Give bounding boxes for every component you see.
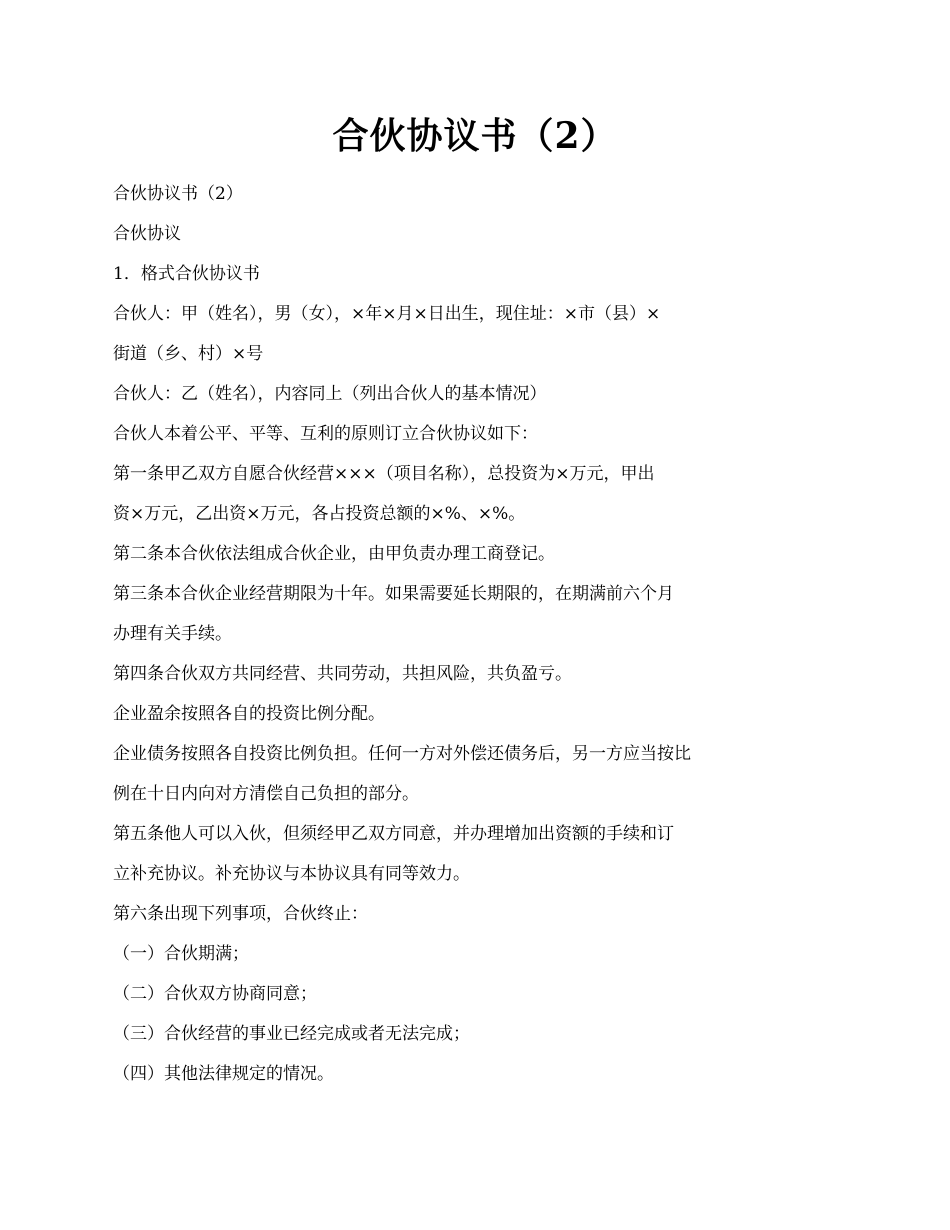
body-line: （三）合伙经营的事业已经完成或者无法完成； — [113, 1024, 470, 1044]
body-line: 合伙人：甲（姓名），男（女），×年×月×日出生，现住址：×市（县）× — [113, 304, 661, 324]
body-line: 街道（乡、村）×号 — [113, 344, 264, 364]
body-line: 第二条本合伙依法组成合伙企业，由甲负责办理工商登记。 — [113, 544, 555, 564]
body-line: 立补充协议。补充协议与本协议具有同等效力。 — [113, 864, 470, 884]
body-line: （四）其他法律规定的情况。 — [113, 1064, 334, 1084]
body-line: 合伙协议 — [113, 224, 181, 244]
body-line: 办理有关手续。 — [113, 624, 232, 644]
body-line: 第一条甲乙双方自愿合伙经营×××（项目名称），总投资为×万元，甲出 — [113, 464, 655, 484]
body-line: 合伙人本着公平、平等、互利的原则订立合伙协议如下： — [113, 424, 538, 444]
body-line: 第六条出现下列事项，合伙终止： — [113, 904, 368, 924]
body-line: 企业债务按照各自投资比例负担。任何一方对外偿还债务后，另一方应当按比 — [113, 744, 691, 764]
document-title: 合伙协议书（2） — [332, 115, 618, 157]
body-line: 合伙协议书（2） — [113, 184, 243, 204]
document-body — [113, 178, 813, 1098]
body-line: 合伙人：乙（姓名），内容同上（列出合伙人的基本情况） — [113, 384, 547, 404]
body-line: 资×万元，乙出资×万元，各占投资总额的×%、×%。 — [113, 504, 526, 524]
body-line: 1．格式合伙协议书 — [113, 264, 260, 284]
body-line: 例在十日内向对方清偿自己负担的部分。 — [113, 784, 419, 804]
body-line: 第三条本合伙企业经营期限为十年。如果需要延长期限的，在期满前六个月 — [113, 584, 674, 604]
body-line: （一）合伙期满； — [113, 944, 249, 964]
body-line: 企业盈余按照各自的投资比例分配。 — [113, 704, 385, 724]
body-line: 第四条合伙双方共同经营、共同劳动，共担风险，共负盈亏。 — [113, 664, 572, 684]
body-line: 第五条他人可以入伙，但须经甲乙双方同意，并办理增加出资额的手续和订 — [113, 824, 674, 844]
body-line: （二）合伙双方协商同意； — [113, 984, 317, 1004]
